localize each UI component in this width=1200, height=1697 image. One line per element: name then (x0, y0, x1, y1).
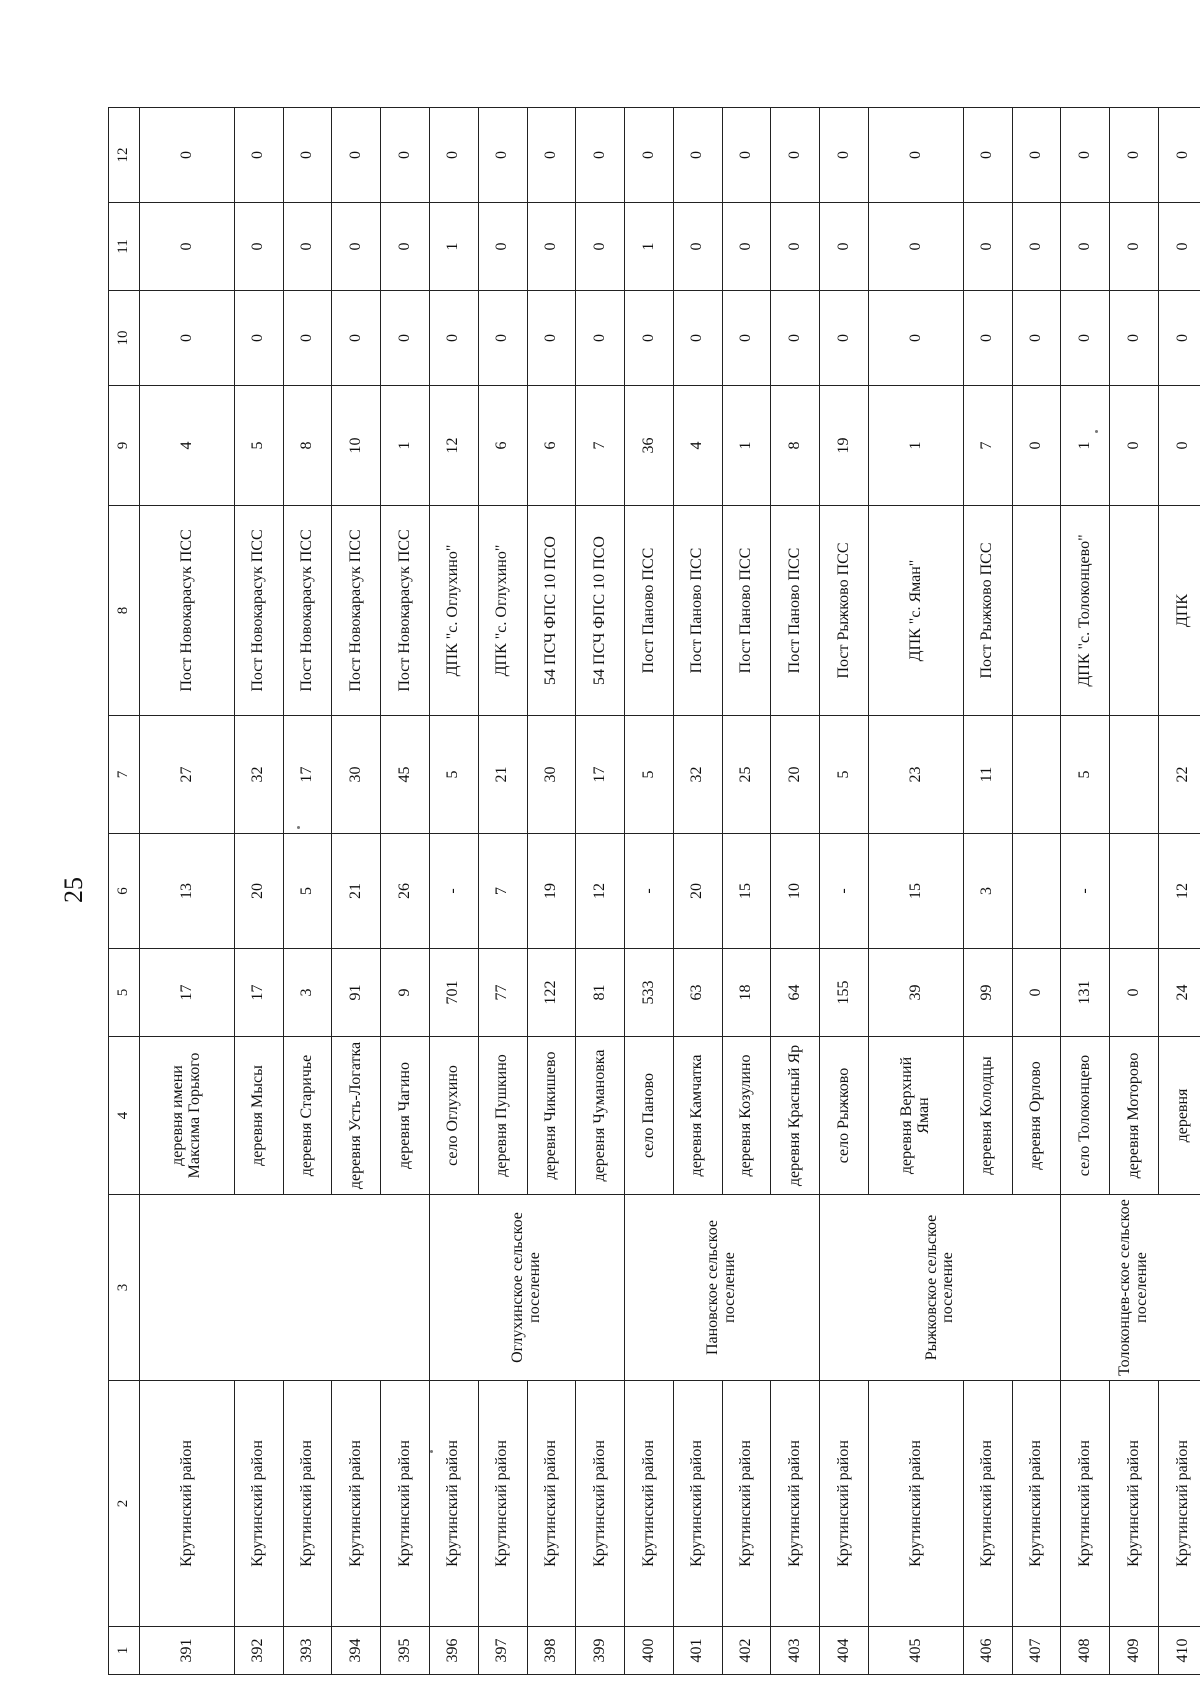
fire-unit-cell (1110, 506, 1159, 716)
value-cell-col10: 0 (1061, 291, 1110, 386)
table-row (963, 108, 1012, 1675)
fire-unit-cell (1012, 506, 1061, 716)
scan-speck (1095, 430, 1098, 433)
settlement-cell: деревня имени Максима Горького (140, 1037, 235, 1195)
row-number-cell: 404 (820, 1627, 869, 1675)
row-number-cell: 402 (722, 1627, 771, 1675)
value-cell-col12: 0 (381, 108, 430, 203)
page-number: 25 (59, 877, 88, 903)
district-cell: Крутинский район (673, 1381, 722, 1627)
value-cell-col12: 0 (478, 108, 527, 203)
fire-unit-cell: ДПК "с. Оглухино" (429, 506, 478, 716)
value-cell-col10: 0 (332, 291, 381, 386)
district-cell: Крутинский район (1061, 1381, 1110, 1627)
settlement-cell: деревня Верхний Яман (869, 1037, 964, 1195)
settlement-cell: деревня Старичье (283, 1037, 332, 1195)
table-body (109, 108, 1200, 1675)
value-cell-col9: 6 (478, 386, 527, 506)
value-cell-col10: 0 (576, 291, 625, 386)
value-cell-col5: 0 (1110, 949, 1159, 1037)
table-row (1158, 108, 1200, 1675)
value-cell-col6 (1110, 834, 1159, 949)
value-cell-col7: 5 (1061, 716, 1110, 834)
settlement-cell: деревня Орлово (1012, 1037, 1061, 1195)
value-cell-col6: - (820, 834, 869, 949)
value-cell-col11: 0 (140, 203, 235, 291)
column-number-header: 4 (109, 1037, 140, 1195)
value-cell-col11: 0 (963, 203, 1012, 291)
value-cell-col5: 63 (673, 949, 722, 1037)
value-cell-col11: 0 (820, 203, 869, 291)
municipality-cell: Оглухинское сельское поселение (429, 1195, 624, 1381)
value-cell-col12: 0 (869, 108, 964, 203)
row-number-cell: 400 (625, 1627, 674, 1675)
settlement-cell: деревня Чикишево (527, 1037, 576, 1195)
value-cell-col10: 0 (283, 291, 332, 386)
column-number-header: 6 (109, 834, 140, 949)
table-row (1061, 108, 1110, 1675)
district-cell: Крутинский район (771, 1381, 820, 1627)
district-cell: Крутинский район (869, 1381, 964, 1627)
value-cell-col11: 0 (771, 203, 820, 291)
value-cell-col6: 12 (1158, 834, 1200, 949)
fire-unit-cell: Пост Паново ПСС (625, 506, 674, 716)
value-cell-col7: 17 (576, 716, 625, 834)
value-cell-col5: 701 (429, 949, 478, 1037)
settlement-cell: деревня Пушкино (478, 1037, 527, 1195)
value-cell-col6: 15 (722, 834, 771, 949)
value-cell-col7: 5 (429, 716, 478, 834)
value-cell-col9: 4 (140, 386, 235, 506)
row-number-cell: 391 (140, 1627, 235, 1675)
value-cell-col12: 0 (576, 108, 625, 203)
municipality-cell: Пановское сельское поселение (625, 1195, 820, 1381)
settlement-cell: деревня Мысы (234, 1037, 283, 1195)
value-cell-col10: 0 (478, 291, 527, 386)
row-number-cell: 398 (527, 1627, 576, 1675)
value-cell-col9: 1 (722, 386, 771, 506)
value-cell-col9: 4 (673, 386, 722, 506)
value-cell-col7: 27 (140, 716, 235, 834)
value-cell-col7: 25 (722, 716, 771, 834)
value-cell-col5: 0 (1012, 949, 1061, 1037)
table-row (332, 108, 381, 1675)
value-cell-col10: 0 (1110, 291, 1159, 386)
district-cell: Крутинский район (381, 1381, 430, 1627)
column-number-header: 2 (109, 1381, 140, 1627)
value-cell-col6: 21 (332, 834, 381, 949)
value-cell-col6: 13 (140, 834, 235, 949)
value-cell-col6: 26 (381, 834, 430, 949)
row-number-cell: 407 (1012, 1627, 1061, 1675)
district-cell: Крутинский район (283, 1381, 332, 1627)
value-cell-col11: 0 (673, 203, 722, 291)
value-cell-col12: 0 (1110, 108, 1159, 203)
value-cell-col5: 3 (283, 949, 332, 1037)
column-number-header: 5 (109, 949, 140, 1037)
value-cell-col11: 0 (381, 203, 430, 291)
value-cell-col5: 39 (869, 949, 964, 1037)
fire-unit-cell: Пост Рыжково ПСС (820, 506, 869, 716)
value-cell-col7: 45 (381, 716, 430, 834)
fire-unit-cell: Пост Паново ПСС (771, 506, 820, 716)
settlement-cell: село Толоконцево (1061, 1037, 1110, 1195)
fire-unit-cell: ДПК "с. Яман" (869, 506, 964, 716)
table-row (869, 108, 964, 1675)
row-number-cell: 393 (283, 1627, 332, 1675)
table-row (722, 108, 771, 1675)
table-container (108, 108, 1200, 1675)
value-cell-col9: 1 (381, 386, 430, 506)
value-cell-col10: 0 (429, 291, 478, 386)
column-number-header: 8 (109, 506, 140, 716)
district-cell: Крутинский район (576, 1381, 625, 1627)
value-cell-col7: 20 (771, 716, 820, 834)
value-cell-col6: 12 (576, 834, 625, 949)
column-number-header: 11 (109, 203, 140, 291)
settlement-cell: деревня Моторово (1110, 1037, 1159, 1195)
value-cell-col10: 0 (820, 291, 869, 386)
table-row (478, 108, 527, 1675)
table-row (625, 108, 674, 1675)
fire-unit-cell: Пост Новокарасук ПСС (332, 506, 381, 716)
district-cell: Крутинский район (478, 1381, 527, 1627)
settlement-cell: село Рыжково (820, 1037, 869, 1195)
settlement-cell: деревня (1158, 1037, 1200, 1195)
settlement-cell: село Оглухино (429, 1037, 478, 1195)
value-cell-col6: 10 (771, 834, 820, 949)
row-number-cell: 395 (381, 1627, 430, 1675)
value-cell-col7: 32 (673, 716, 722, 834)
value-cell-col5: 17 (234, 949, 283, 1037)
value-cell-col5: 122 (527, 949, 576, 1037)
row-number-cell: 394 (332, 1627, 381, 1675)
value-cell-col10: 0 (722, 291, 771, 386)
fire-unit-cell: Пост Паново ПСС (673, 506, 722, 716)
value-cell-col10: 0 (381, 291, 430, 386)
value-cell-col11: 1 (625, 203, 674, 291)
district-cell: Крутинский район (429, 1381, 478, 1627)
value-cell-col10: 0 (869, 291, 964, 386)
value-cell-col6: 15 (869, 834, 964, 949)
column-number-header: 7 (109, 716, 140, 834)
value-cell-col7: 30 (332, 716, 381, 834)
district-cell: Крутинский район (963, 1381, 1012, 1627)
value-cell-col7 (1012, 716, 1061, 834)
value-cell-col5: 81 (576, 949, 625, 1037)
value-cell-col5: 64 (771, 949, 820, 1037)
settlement-cell: деревня Красный Яр (771, 1037, 820, 1195)
district-cell: Крутинский район (140, 1381, 235, 1627)
value-cell-col12: 0 (963, 108, 1012, 203)
row-number-cell: 396 (429, 1627, 478, 1675)
value-cell-col6 (1012, 834, 1061, 949)
value-cell-col12: 0 (722, 108, 771, 203)
district-cell: Крутинский район (527, 1381, 576, 1627)
value-cell-col12: 0 (140, 108, 235, 203)
district-cell: Крутинский район (332, 1381, 381, 1627)
value-cell-col9: 19 (820, 386, 869, 506)
table-row (140, 108, 235, 1675)
value-cell-col11: 0 (332, 203, 381, 291)
value-cell-col7 (1110, 716, 1159, 834)
value-cell-col9: 0 (1110, 386, 1159, 506)
table-row (381, 108, 430, 1675)
table-row (771, 108, 820, 1675)
table-row (673, 108, 722, 1675)
value-cell-col7: 17 (283, 716, 332, 834)
value-cell-col5: 155 (820, 949, 869, 1037)
value-cell-col5: 24 (1158, 949, 1200, 1037)
value-cell-col6: 20 (673, 834, 722, 949)
value-cell-col5: 131 (1061, 949, 1110, 1037)
municipality-cell (140, 1195, 430, 1381)
value-cell-col9: 8 (771, 386, 820, 506)
value-cell-col5: 9 (381, 949, 430, 1037)
value-cell-col9: 7 (576, 386, 625, 506)
table-row (283, 108, 332, 1675)
settlement-cell: деревня Чагино (381, 1037, 430, 1195)
district-cell: Крутинский район (1158, 1381, 1200, 1627)
value-cell-col12: 0 (673, 108, 722, 203)
fire-unit-cell: Пост Новокарасук ПСС (234, 506, 283, 716)
table-row (576, 108, 625, 1675)
value-cell-col6: - (1061, 834, 1110, 949)
value-cell-col11: 0 (869, 203, 964, 291)
value-cell-col12: 0 (234, 108, 283, 203)
value-cell-col9: 0 (1158, 386, 1200, 506)
fire-unit-cell: Пост Новокарасук ПСС (140, 506, 235, 716)
fire-unit-cell: Пост Рыжково ПСС (963, 506, 1012, 716)
district-cell: Крутинский район (234, 1381, 283, 1627)
value-cell-col12: 0 (1061, 108, 1110, 203)
value-cell-col6: 20 (234, 834, 283, 949)
value-cell-col11: 0 (1158, 203, 1200, 291)
value-cell-col7: 5 (625, 716, 674, 834)
table-row (429, 108, 478, 1675)
value-cell-col9: 8 (283, 386, 332, 506)
settlement-cell: деревня Колодцы (963, 1037, 1012, 1195)
table-row (820, 108, 869, 1675)
row-number-cell: 405 (869, 1627, 964, 1675)
value-cell-col6: 7 (478, 834, 527, 949)
settlement-cell: деревня Козулино (722, 1037, 771, 1195)
value-cell-col12: 0 (820, 108, 869, 203)
table-row (1110, 108, 1159, 1675)
value-cell-col11: 0 (722, 203, 771, 291)
value-cell-col10: 0 (140, 291, 235, 386)
value-cell-col6: 3 (963, 834, 1012, 949)
value-cell-col11: 0 (283, 203, 332, 291)
value-cell-col6: 5 (283, 834, 332, 949)
row-number-cell: 406 (963, 1627, 1012, 1675)
row-number-cell: 401 (673, 1627, 722, 1675)
district-cell: Крутинский район (722, 1381, 771, 1627)
value-cell-col12: 0 (1158, 108, 1200, 203)
value-cell-col9: 36 (625, 386, 674, 506)
row-number-cell: 408 (1061, 1627, 1110, 1675)
value-cell-col9: 1 (869, 386, 964, 506)
value-cell-col5: 533 (625, 949, 674, 1037)
value-cell-col10: 0 (673, 291, 722, 386)
fire-unit-cell: 54 ПСЧ ФПС 10 ПСО (576, 506, 625, 716)
value-cell-col10: 0 (1158, 291, 1200, 386)
fire-unit-cell: 54 ПСЧ ФПС 10 ПСО (527, 506, 576, 716)
value-cell-col7: 5 (820, 716, 869, 834)
table-row (234, 108, 283, 1675)
fire-unit-cell: ДПК "с. Оглухино" (478, 506, 527, 716)
fire-unit-cell: Пост Новокарасук ПСС (381, 506, 430, 716)
fire-unit-cell: ДПК (1158, 506, 1200, 716)
row-number-cell: 392 (234, 1627, 283, 1675)
value-cell-col7: 22 (1158, 716, 1200, 834)
value-cell-col7: 21 (478, 716, 527, 834)
row-number-cell: 397 (478, 1627, 527, 1675)
settlements-table (108, 107, 1200, 1675)
table-row (1012, 108, 1061, 1675)
value-cell-col10: 0 (527, 291, 576, 386)
value-cell-col7: 11 (963, 716, 1012, 834)
district-cell: Крутинский район (1110, 1381, 1159, 1627)
scan-speck (297, 826, 300, 829)
value-cell-col11: 0 (1061, 203, 1110, 291)
value-cell-col9: 6 (527, 386, 576, 506)
value-cell-col6: 19 (527, 834, 576, 949)
value-cell-col12: 0 (332, 108, 381, 203)
row-number-cell: 410 (1158, 1627, 1200, 1675)
fire-unit-cell: Пост Новокарасук ПСС (283, 506, 332, 716)
value-cell-col11: 0 (1110, 203, 1159, 291)
value-cell-col10: 0 (234, 291, 283, 386)
value-cell-col12: 0 (283, 108, 332, 203)
scan-speck (430, 1450, 433, 1453)
value-cell-col5: 99 (963, 949, 1012, 1037)
value-cell-col10: 0 (771, 291, 820, 386)
value-cell-col11: 1 (429, 203, 478, 291)
district-cell: Крутинский район (820, 1381, 869, 1627)
value-cell-col6: - (625, 834, 674, 949)
value-cell-col7: 23 (869, 716, 964, 834)
value-cell-col9: 0 (1012, 386, 1061, 506)
value-cell-col10: 0 (625, 291, 674, 386)
column-number-header: 12 (109, 108, 140, 203)
value-cell-col9: 12 (429, 386, 478, 506)
row-number-cell: 399 (576, 1627, 625, 1675)
column-number-header: 10 (109, 291, 140, 386)
municipality-cell: Рыжковское сельское поселение (820, 1195, 1061, 1381)
settlement-cell: деревня Усть-Логатка (332, 1037, 381, 1195)
municipality-cell: Толоконцев-ское сельское поселение (1061, 1195, 1200, 1381)
district-cell: Крутинский район (625, 1381, 674, 1627)
value-cell-col7: 30 (527, 716, 576, 834)
value-cell-col10: 0 (1012, 291, 1061, 386)
value-cell-col7: 32 (234, 716, 283, 834)
value-cell-col9: 7 (963, 386, 1012, 506)
settlement-cell: деревня Камчатка (673, 1037, 722, 1195)
value-cell-col11: 0 (234, 203, 283, 291)
fire-unit-cell: ДПК "с. Толоконцево" (1061, 506, 1110, 716)
value-cell-col5: 18 (722, 949, 771, 1037)
value-cell-col12: 0 (429, 108, 478, 203)
column-number-header: 1 (109, 1627, 140, 1675)
value-cell-col9: 1 (1061, 386, 1110, 506)
table-row (527, 108, 576, 1675)
column-number-header: 3 (109, 1195, 140, 1381)
value-cell-col12: 0 (527, 108, 576, 203)
value-cell-col12: 0 (1012, 108, 1061, 203)
value-cell-col5: 17 (140, 949, 235, 1037)
value-cell-col5: 77 (478, 949, 527, 1037)
value-cell-col6: - (429, 834, 478, 949)
value-cell-col12: 0 (771, 108, 820, 203)
settlement-cell: деревня Чумановка (576, 1037, 625, 1195)
column-number-header: 9 (109, 386, 140, 506)
fire-unit-cell: Пост Паново ПСС (722, 506, 771, 716)
value-cell-col5: 91 (332, 949, 381, 1037)
value-cell-col11: 0 (478, 203, 527, 291)
row-number-cell: 403 (771, 1627, 820, 1675)
settlement-cell: село Паново (625, 1037, 674, 1195)
value-cell-col11: 0 (1012, 203, 1061, 291)
district-cell: Крутинский район (1012, 1381, 1061, 1627)
value-cell-col12: 0 (625, 108, 674, 203)
value-cell-col11: 0 (527, 203, 576, 291)
value-cell-col9: 10 (332, 386, 381, 506)
value-cell-col9: 5 (234, 386, 283, 506)
value-cell-col10: 0 (963, 291, 1012, 386)
row-number-cell: 409 (1110, 1627, 1159, 1675)
table-header-row (109, 108, 140, 1675)
value-cell-col11: 0 (576, 203, 625, 291)
